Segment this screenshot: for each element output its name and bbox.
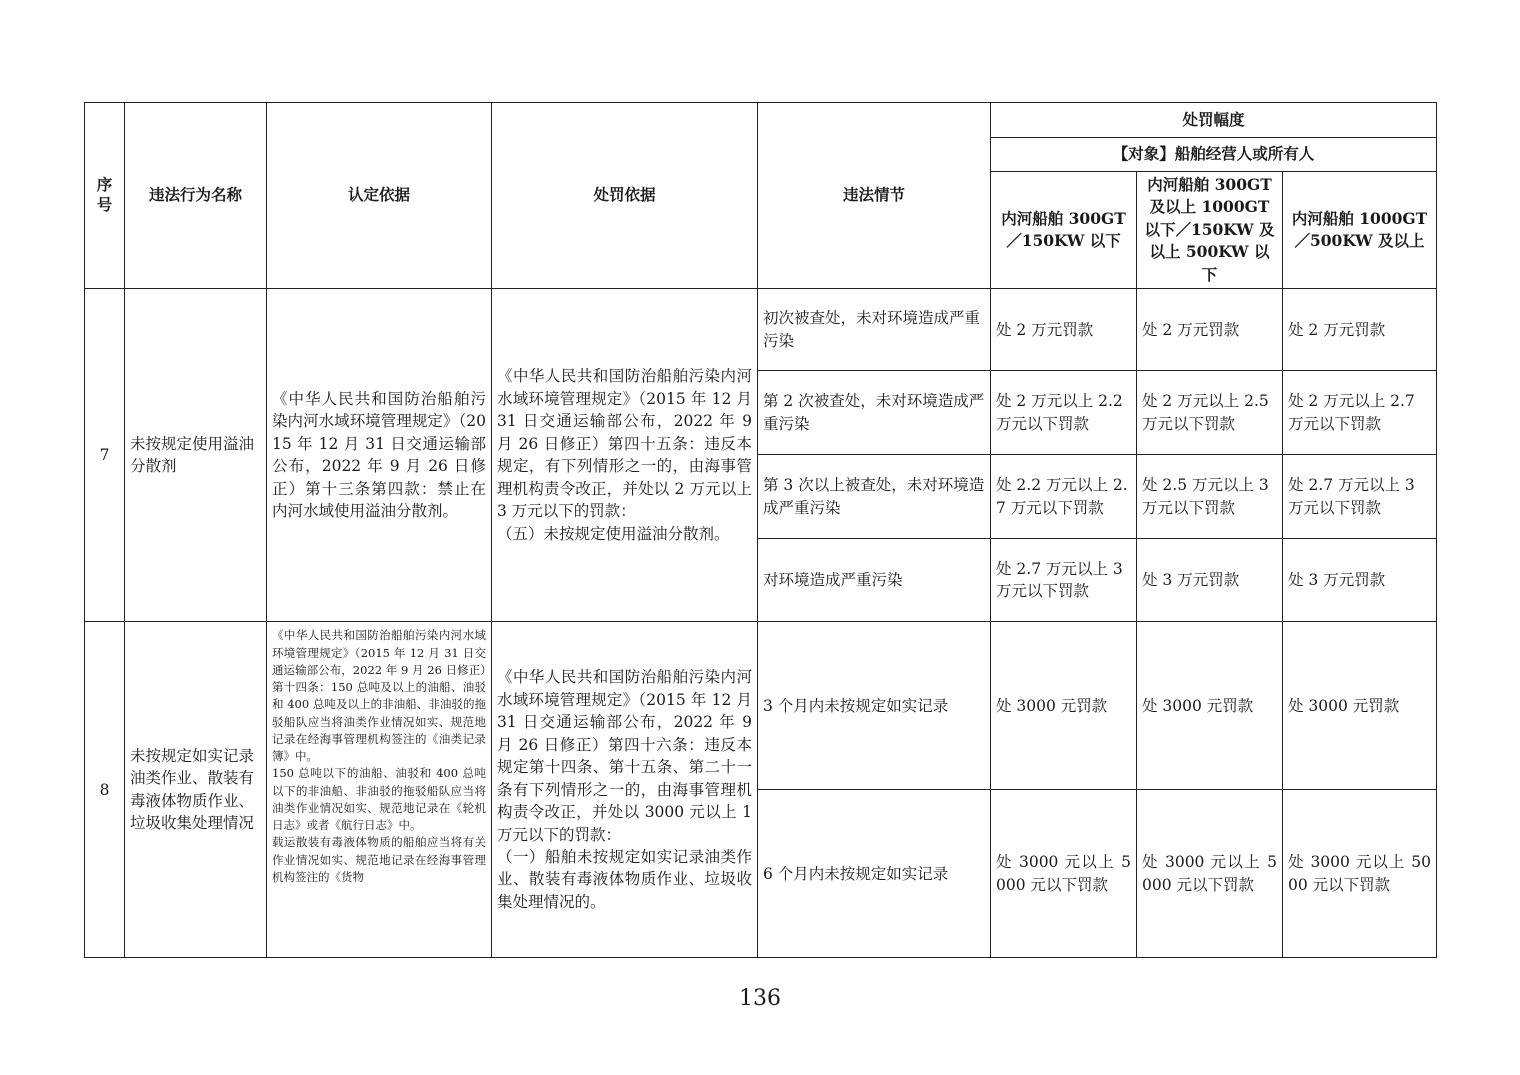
row-8-circumstance-1: 3 个月内未按规定如实记录 — [758, 622, 991, 790]
table-row — [85, 622, 1437, 790]
row-8-seq: 8 — [85, 622, 125, 958]
row-7-circumstance-1: 初次被查处，未对环境造成严重污染 — [758, 289, 991, 371]
row-7-penalty-a-3: 处 2.2 万元以上 2.7 万元以下罚款 — [991, 455, 1137, 539]
header-circumstances: 违法情节 — [758, 103, 991, 289]
penalty-standards-table — [84, 102, 1437, 958]
row-8-penalty-b-2: 处 3000 元以上 5000 元以下罚款 — [1137, 790, 1283, 958]
header-col-a: 内河船舶 300GT／150KW 以下 — [991, 172, 1137, 289]
row-7-penalty-c-4: 处 3 万元罚款 — [1283, 539, 1437, 622]
header-target: 【对象】船舶经营人或所有人 — [991, 138, 1437, 172]
row-8-penalty-c-2: 处 3000 元以上 5000 元以下罚款 — [1283, 790, 1437, 958]
header-col-c: 内河船舶 1000GT／500KW 及以上 — [1283, 172, 1437, 289]
row-7-penalty-a-1: 处 2 万元罚款 — [991, 289, 1137, 371]
page-number: 136 — [739, 986, 781, 1011]
row-7-penalty-b-3: 处 2.5 万元以上 3 万元以下罚款 — [1137, 455, 1283, 539]
row-8-circumstance-2: 6 个月内未按规定如实记录 — [758, 790, 991, 958]
header-seq: 序号 — [85, 103, 125, 289]
row-7-circumstance-4: 对环境造成严重污染 — [758, 539, 991, 622]
header-penalty-range: 处罚幅度 — [991, 103, 1437, 138]
row-7-name: 未按规定使用溢油分散剂 — [125, 289, 267, 622]
row-8-penalty-c-1: 处 3000 元罚款 — [1283, 622, 1437, 790]
row-8-determination: 《中华人民共和国防治船舶污染内河水域环境管理规定》（2015 年 12 月 31 日交通运输部公布，2022 年 9 月 26 日修正）第十四条：150 总吨及以上的油船、油驳和 400 总吨及以上的非油船、非油驳的拖驳船队应当将油类作业情况如实、规范地记录在经海事管理机构签注的《油类记录簿》中。 150 总吨以下的油船、油驳和 400 总吨以下的非油船、非油驳的拖驳船队应当将油类作业情况如实、规范地记录在《轮机日志》或者《航行日志》中。 载运散装有毒液体物质的船舶应当将有关作业情况如实、规范地记录在经海事管理机构签注的《货物 — [267, 622, 492, 958]
row-8-name: 未按规定如实记录油类作业、散装有毒液体物质作业、垃圾收集处理情况 — [125, 622, 267, 958]
header-col-b: 内河船舶 300GT 及以上 1000GT 以下／150KW 及以上 500KW 以下 — [1137, 172, 1283, 289]
header-violation-name: 违法行为名称 — [125, 103, 267, 289]
row-7-determination: 《中华人民共和国防治船舶污染内河水域环境管理规定》（2015 年 12 月 31 日交通运输部公布，2022 年 9 月 26 日修正）第十三条第四款：禁止在内河水域使用溢油分散剂。 — [267, 289, 492, 622]
row-7-penalty-b-4: 处 3 万元罚款 — [1137, 539, 1283, 622]
row-7-penalty-a-4: 处 2.7 万元以上 3 万元以下罚款 — [991, 539, 1137, 622]
row-8-penalty-basis: 《中华人民共和国防治船舶污染内河水域环境管理规定》（2015 年 12 月 31 日交通运输部公布，2022 年 9 月 26 日修正）第四十六条：违反本规定第十四条、第十五条、第二十一条有下列情形之一的，由海事管理机构责令改正，并处以 3000 元以上 1 万元以下的罚款： （一）船舶未按规定如实记录油类作业、散装有毒液体物质作业、垃圾收集处理情况的。 — [492, 622, 758, 958]
row-7-circumstance-3: 第 3 次以上被查处，未对环境造成严重污染 — [758, 455, 991, 539]
row-8-penalty-a-2: 处 3000 元以上 5000 元以下罚款 — [991, 790, 1137, 958]
row-7-penalty-basis: 《中华人民共和国防治船舶污染内河水域环境管理规定》（2015 年 12 月 31 日交通运输部公布，2022 年 9 月 26 日修正）第四十五条：违反本规定，有下列情形之一的，由海事管理机构责令改正，并处以 2 万元以上 3 万元以下的罚款： （五）未按规定使用溢油分散剂。 — [492, 289, 758, 622]
row-7-seq: 7 — [85, 289, 125, 622]
row-8-penalty-b-1: 处 3000 元罚款 — [1137, 622, 1283, 790]
row-7-penalty-a-2: 处 2 万元以上 2.2 万元以下罚款 — [991, 371, 1137, 455]
row-7-circumstance-2: 第 2 次被查处，未对环境造成严重污染 — [758, 371, 991, 455]
row-7-penalty-c-3: 处 2.7 万元以上 3 万元以下罚款 — [1283, 455, 1437, 539]
row-8-penalty-a-1: 处 3000 元罚款 — [991, 622, 1137, 790]
row-7-penalty-b-2: 处 2 万元以上 2.5 万元以下罚款 — [1137, 371, 1283, 455]
row-7-penalty-c-2: 处 2 万元以上 2.7 万元以下罚款 — [1283, 371, 1437, 455]
table-row — [85, 289, 1437, 371]
row-7-penalty-c-1: 处 2 万元罚款 — [1283, 289, 1437, 371]
header-basis-penalty: 处罚依据 — [492, 103, 758, 289]
row-7-penalty-b-1: 处 2 万元罚款 — [1137, 289, 1283, 371]
header-basis-determination: 认定依据 — [267, 103, 492, 289]
